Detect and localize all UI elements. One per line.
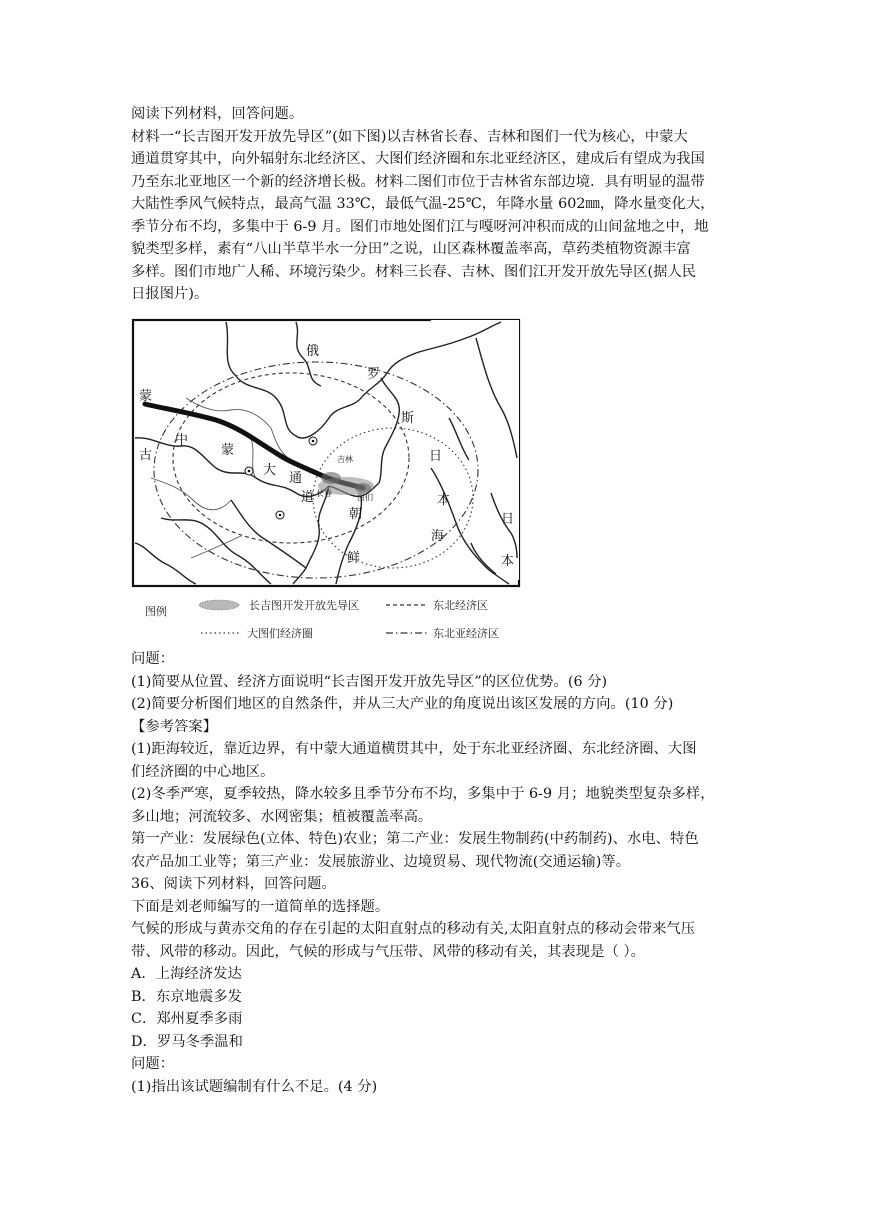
label-china-1: 中 [175,433,189,448]
answer-line: (2)冬季严寒，夏季较热，降水较多且季节分布不均，多集中于 6-9 月；地貌类型复杂多样， [131,786,715,802]
label-channel: 通 [289,471,303,486]
label-road: 道 [301,490,315,505]
intro-line: 通道贯穿其中，向外辐射东北经济区、大图们经济圈和东北亚经济区，建成后有望成为我国 [131,151,705,167]
question-line: 问题： [131,1056,175,1072]
answer-line: 们经济圈的中心地区。 [131,763,275,780]
question-line: (2)简要分析图们地区的自然条件，并从三大产业的角度说出该区发展的方向。(10 分) [131,696,674,712]
legend-pilot-zone: 长吉图开发开放先导区 [249,599,359,612]
answer-line: 多山地；河流较多、水网密集；植被覆盖率高。 [131,808,433,825]
question-line: (1)简要从位置、经济方面说明“长吉图开发开放先导区”的区位优势。(6 分) [131,673,608,690]
option-c: C．郑州夏季多雨 [131,1011,243,1027]
intro-line: 阅读下列材料，回答问题。 [131,106,304,122]
label-russia-1: 俄 [306,344,320,359]
label-korea-1: 朝 [349,507,363,522]
answer-heading: 【参考答案】 [131,718,218,735]
label-japan-5: 本 [501,554,515,569]
regional-map-figure [131,318,521,645]
label-russia-3: 斯 [401,411,415,426]
questions-and-answers [131,648,741,1098]
legend-pilot-swatch [199,600,239,610]
label-mongolia-1: 蒙 [139,389,153,404]
answer-line: 农产品加工业等；第三产业：发展旅游业、边境贸易、现代物流(交通运输)等。 [131,853,631,870]
intro-line: 日报图片)。 [131,286,209,302]
legend-northeast-asia-zone: 东北亚经济区 [433,627,499,640]
intro-line: 大陆性季风气候特点，最高气温 33℃，最低气温-25℃，年降水量 602㎜，降水量变化大， [131,196,715,212]
legend-tumen-circle: 大图们经济圈 [247,627,313,640]
legend-title: 图例 [145,605,167,618]
material-intro [131,103,741,306]
legend-northeast-zone: 东北经济区 [433,599,488,612]
intro-line: 貌类型多样，素有“八山半草半水一分田”之说，山区森林覆盖率高，草药类植物资源丰富 [131,241,691,257]
question-line: 问题： [131,651,175,667]
label-russia-2: 罗 [367,367,381,382]
intro-line: 乃至东北亚地区一个新的经济增长极。材料二图们市位于吉林省东部边境．具有明显的温带 [131,173,705,190]
label-changchun: 长春 [316,489,332,498]
question-stem-line: 气候的形成与黄赤交角的存在引起的太阳直射点的移动有关,太阳直射点的移动会带来气压 [131,921,696,937]
answer-line: (1)距海较近，靠近边界，有中蒙大通道横贯其中，处于东北亚经济圈、东北经济圈、大图 [131,741,697,757]
question-line: 下面是刘老师编写的一道简单的选择题。 [131,898,390,915]
label-japan-2: 本 [437,493,451,508]
regional-map [131,318,521,645]
question-36-heading: 36、阅读下列材料，回答问题。 [131,876,336,892]
label-tumen: 图们 [357,493,373,502]
intro-line: 多样。图们市地广人稀、环境污染少。材料三长春、吉林、图们江开发开放先导区(据人民 [131,263,697,280]
option-a: A．上海经济发达 [131,966,242,982]
label-mongolia-2: 古 [139,448,153,463]
intro-line: 材料一“长吉图开发开放先导区”(如下图)以吉林省长春、吉林和图们一代为核心，中蒙大 [131,128,688,145]
question-line: (1)指出该试题编制有什么不足。(4 分) [131,1078,378,1095]
label-china-2: 蒙 [221,443,235,458]
label-jilin: 吉林 [337,455,353,464]
label-japan-3: 海 [431,529,445,544]
option-b: B．东京地震多发 [131,988,242,1005]
label-china-3: 大 [263,463,277,478]
map-legend [145,598,499,640]
option-d: D．罗马冬季温和 [131,1033,243,1050]
label-japan-4: 日 [501,512,515,527]
answer-line: 第一产业：发展绿色(立体、特色)农业；第二产业：发展生物制药(中药制药)、水电、特色 [131,831,699,847]
intro-line: 季节分布不均，多集中于 6-9 月。图们市地处图们江与嘎呀河冲积而成的山间盆地之中，地 [131,218,709,235]
label-japan-1: 日 [429,449,443,464]
label-korea-2: 鲜 [347,551,361,566]
question-stem-line: 带、风带的移动。因此，气候的形成与气压带、风带的移动有关，其表现是（ ）。 [131,943,645,960]
